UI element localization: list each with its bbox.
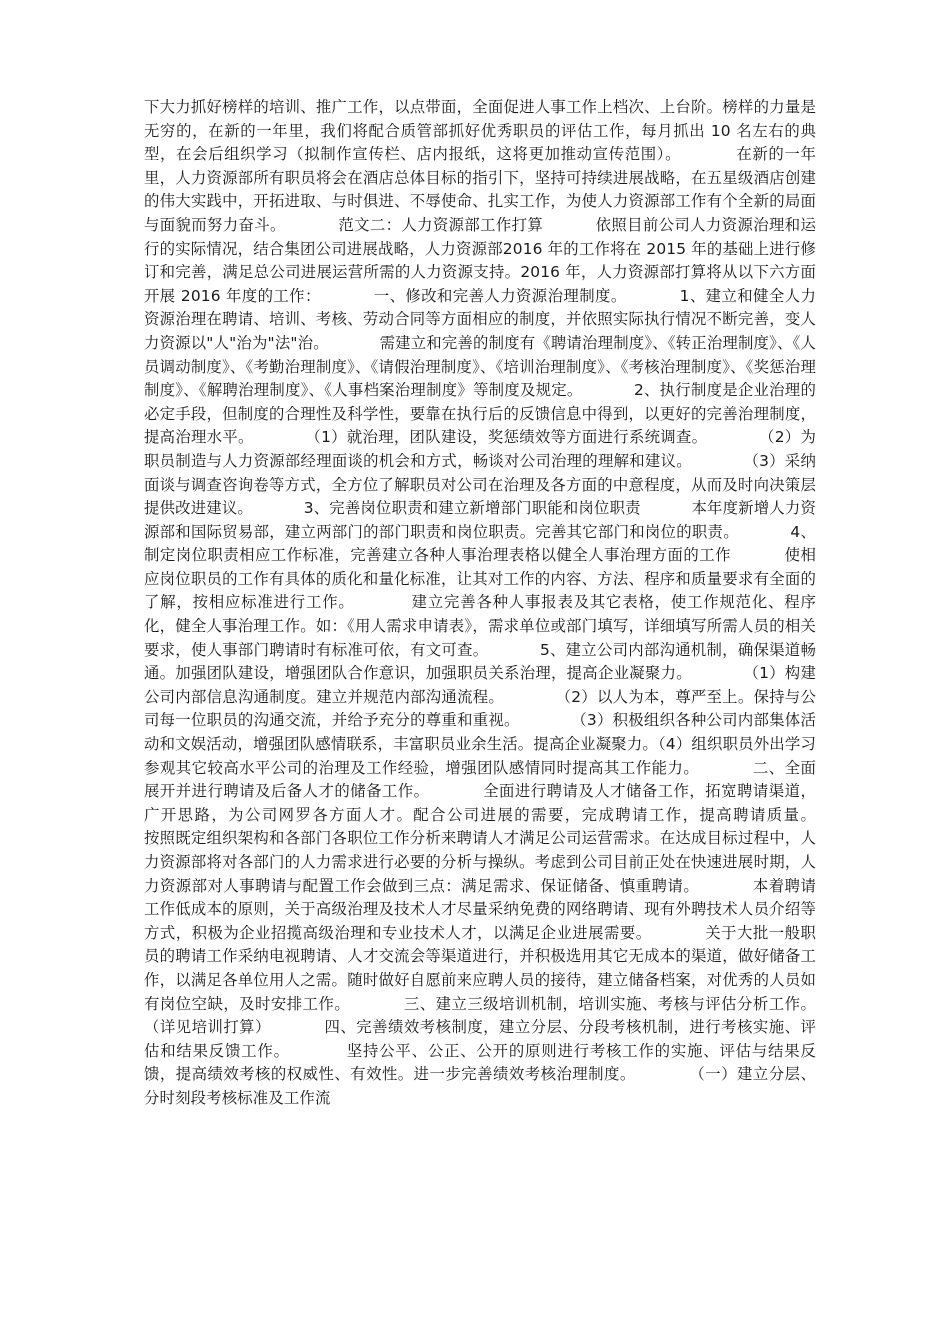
document-page bbox=[144, 96, 867, 1111]
body-paragraph: 下大力抓好榜样的培训、推广工作，以点带面，全面促进人事工作上档次、上台阶。榜样的力量是无穷的，在新的一年里，我们将配合质管部抓好优秀职员的评估工作，每月抓出 10 名左右的典型，在会后组织学习（拟制作宣传栏、店内报纸，这将更加推动宣传范围）。 在新的一年里，人力资源部所有职员将会在酒店总体目标的指引下，坚持可持续进展战略，在五星级酒店创建的伟大实践中，开拓进取、与时俱进、不辱使命、扎实工作，为使人力资源部工作有个全新的局面与面貌而努力奋斗。 范文二：人力资源部工作打算 依照目前公司人力资源治理和运行的实际情况，结合集团公司进展战略，人力资源部2016 年的工作将在 2015 年的基础上进行修订和完善，满足总公司进展运营所需的人力资源支持。2016 年，人力资源部打算将从以下六方面开展 2016 年度的工作： 一、修改和完善人力资源治理制度。 1、建立和健全人力资源治理在聘请、培训、考核、劳动合同等方面相应的制度，并依照实际执行情况不断完善，变人力资源以"人"治为"法"治。 需建立和完善的制度有《聘请治理制度》、《转正治理制度》、《人员调动制度》、《考勤治理制度》、《请假治理制度》、《培训治理制度》、《考核治理制度》、《奖惩治理制度》、《解聘治理制度》、《人事档案治理制度》等制度及规定。 2、执行制度是企业治理的必定手段，但制度的合理性及科学性，要靠在执行后的反馈信息中得到，以更好的完善治理制度，提高治理水平。 （1）就治理，团队建设，奖惩绩效等方面进行系统调查。 （2）为职员制造与人力资源部经理面谈的机会和方式，畅谈对公司治理的理解和建议。 （3）采纳面谈与调查咨询卷等方式，全方位了解职员对公司在治理及各方面的中意程度，从而及时向决策层提供改进建议。 3、完善岗位职责和建立新增部门职能和岗位职责 本年度新增人力资源部和国际贸易部，建立两部门的部门职责和岗位职责。完善其它部门和岗位的职责。 4、制定岗位职责相应工作标准，完善建立各种人事治理表格以健全人事治理方面的工作 使相应岗位职员的工作有具体的质化和量化标准，让其对工作的内容、方法、程序和质量要求有全面的了解，按相应标准进行工作。 建立完善各种人事报表及其它表格，使工作规范化、程序化，健全人事治理工作。如：《用人需求申请表》，需求单位或部门填写，详细填写所需人员的相关要求，使人事部门聘请时有标准可依，有文可查。 5、建立公司内部沟通机制，确保渠道畅通。加强团队建设，增强团队合作意识，加强职员关系治理，提高企业凝聚力。 （1）构建公司内部信息沟通制度。建立并规范内部沟通流程。 （2）以人为本，尊严至上。保持与公司每一位职员的沟通交流，并给予充分的尊重和重视。 （3）积极组织各种公司内部集体活动和文娱活动，增强团队感情联系，丰富职员业余生活。提高企业凝聚力。（4）组织职员外出学习参观其它较高水平公司的治理及工作经验，增强团队感情同时提高其工作能力。 二、全面展开并进行聘请及后备人才的储备工作。 全面进行聘请及人才储备工作，拓宽聘请渠道，广开思路，为公司网罗各方面人才。配合公司进展的需要，完成聘请工作，提高聘请质量。 按照既定组织架构和各部门各职位工作分析来聘请人才满足公司运营需求。在达成目标过程中，人力资源部将对各部门的人力需求进行必要的分析与操纵。考虑到公司目前正处在快速进展时期，人力资源部对人事聘请与配置工作会做到三点：满足需求、保证储备、慎重聘请。 本着聘请工作低成本的原则，关于高级治理及技术人才尽量采纳免费的网络聘请、现有外聘技术人员介绍等方式，积极为企业招揽高级治理和专业技术人才，以满足企业进展需要。 关于大批一般职员的聘请工作采纳电视聘请、人才交流会等渠道进行，并积极选用其它无成本的渠道，做好储备工作，以满足各单位用人之需。随时做好自愿前来应聘人员的接待，建立储备档案，对优秀的人员如有岗位空缺，及时安排工作。 三、建立三级培训机制，培训实施、考核与评估分析工作。（详见培训打算） 四、完善绩效考核制度，建立分层、分段考核机制，进行考核实施、评估和结果反馈工作。 坚持公平、公正、公开的原则进行考核工作的实施、评估与结果反馈，提高绩效考核的权威性、有效性。进一步完善绩效考核治理制度。 （一）建立分层、分时刻段考核标准及工作流 bbox=[144, 98, 867, 1107]
